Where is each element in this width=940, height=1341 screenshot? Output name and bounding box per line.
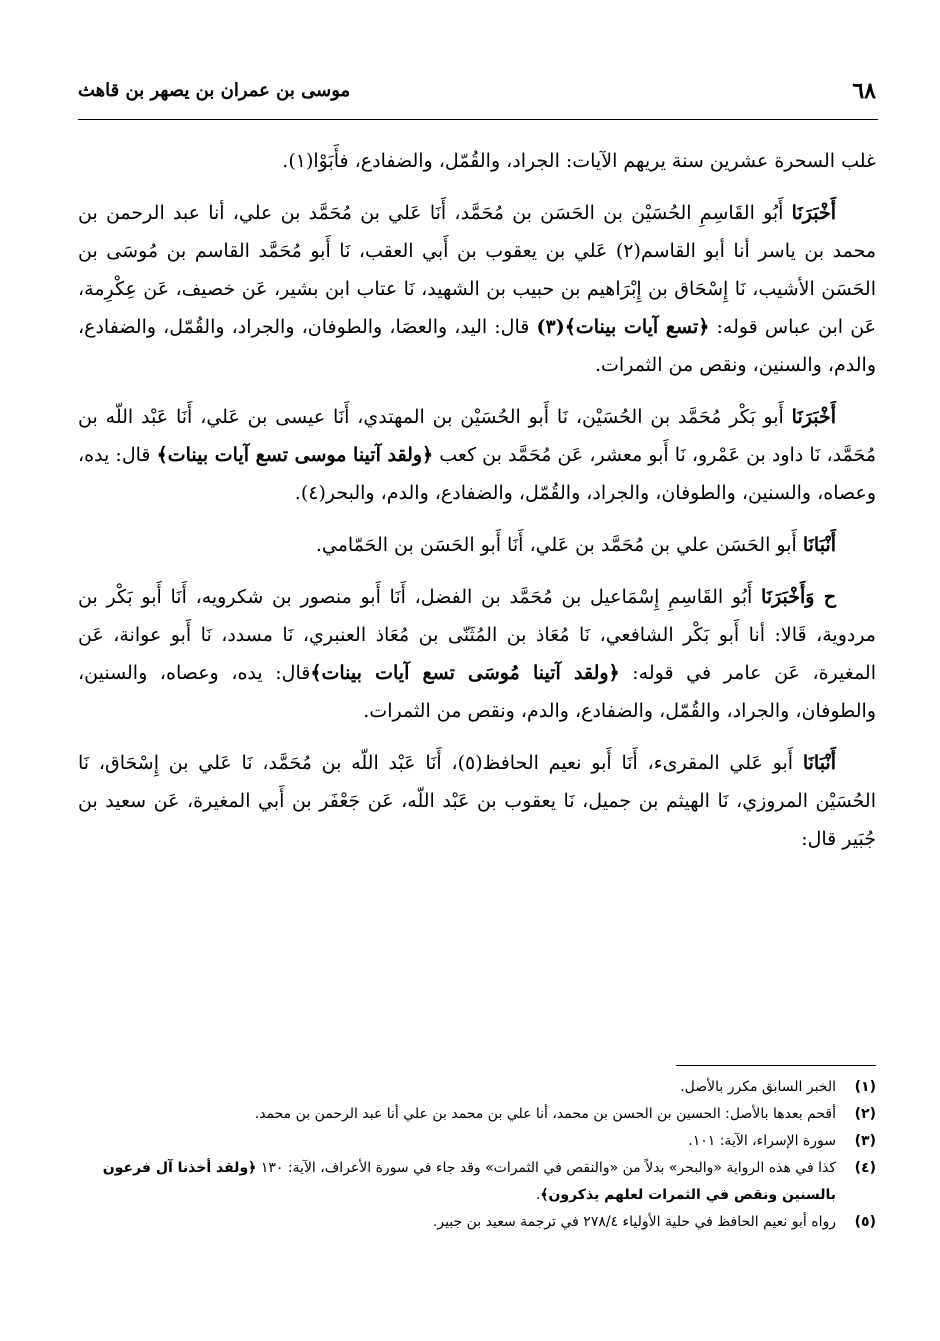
footnotes bbox=[78, 1074, 876, 1236]
quran-quote: ﴿ولقد آتينا مُوسَى تسع آيات بينات﴾ bbox=[310, 662, 620, 684]
paragraph-lead: أَنْبَانَا bbox=[802, 752, 836, 774]
paragraph-3 bbox=[78, 398, 876, 512]
footnote-text: أقحم بعدها بالأصل: الحسين بن الحسن بن محمد، أنا علي بن محمد بن علي أنا عبد الرحمن بن محمد. bbox=[254, 1106, 836, 1122]
paragraph-4 bbox=[78, 526, 876, 564]
footnote-4 bbox=[78, 1155, 876, 1209]
page-number: ٦٨ bbox=[852, 78, 876, 104]
paragraph-lead: أَنْبَانَا bbox=[802, 534, 836, 556]
paragraph-text: أَبو بَكْر مُحَمَّد بن الحُسَيْن، نَا أَبو الحُسَيْن بن المهتدي، أَنَا عيسى بن عَلي، أَنَا عَبْد اللّه بن مُحَمَّد، نَا داود بن عَمْرو، نَا أَبو معشر، عَن مُحَمَّد بن كعب bbox=[78, 406, 877, 466]
footnote-text: الخبر السابق مكرر بالأصل. bbox=[680, 1079, 836, 1095]
paragraph-text: غلب السحرة عشرين سنة يريهم الآيات: الجراد، والقُمّل، والضفادع، فأَبَوْا(١). bbox=[282, 150, 876, 172]
paragraph-text: أَبُو القَاسِمِ الحُسَيْن بن الحَسَن بن مُحَمَّد، أَنَا عَلي بن مُحَمَّد بن علي، أنا عبد الرحمن بن محمد بن ياسر أنا أبو القاسم(٢) عَلي بن يعقوب بن أَبي العقب، نَا أَبو مُحَمَّد القاسم بن مُوسَى بن الحَسَن الأشيب، نَا إِسْحَاق بن إِبْرَاهيم بن حبيب بن الشهيد، نَا عتاب ابن بشير، عَن خصيف، عَن عِكْرِمة، عَن ابن عباس قوله: bbox=[78, 202, 877, 338]
footnote-text-after: . bbox=[535, 1187, 541, 1203]
paragraph-5 bbox=[78, 578, 876, 730]
footnote-number: (٢) bbox=[854, 1106, 876, 1122]
paragraph-6 bbox=[78, 744, 876, 858]
paragraph-text: أَبو عَلي المقرىء، أَنَا أَبو نعيم الحافظ(٥)، أَنَا عَبْد اللّه بن مُحَمَّد، نَا عَلي بن إِسْحَاق، نَا الحُسَيْن المروزي، نَا الهيثم بن جميل، نَا يعقوب بن عَبْد اللّه، عَن جَعْفَر بن أَبي المغيرة، عَن سعيد بن جُبَير قال: bbox=[78, 752, 876, 850]
paragraph-lead: أَخْبَرَنَا bbox=[791, 406, 836, 428]
footnote-divider bbox=[676, 1065, 876, 1066]
footnote-number: (٤) bbox=[854, 1160, 876, 1176]
footnote-2 bbox=[78, 1101, 876, 1128]
paragraph-1 bbox=[78, 142, 876, 180]
footnote-text: كذا في هذه الرواية «والبحر» بدلاً من «والنقص في الثمرات» وقد جاء في سورة الأعراف، الآية: ١٣٠ bbox=[256, 1160, 836, 1176]
footnote-number: (٥) bbox=[854, 1214, 876, 1230]
page-header bbox=[78, 76, 876, 116]
paragraph-2 bbox=[78, 194, 876, 384]
running-title: موسى بن عمران بن يصهر بن قاهث bbox=[78, 80, 351, 101]
paragraph-text: أَبُو القَاسِمِ إِسْمَاعيل بن مُحَمَّد بن الفضل، أَنَا أَبو منصور بن شكرويه، أَنَا أَبو بَكْر بن مردوية، قَالا: أنا أَبو بَكْر الشافعي، نَا مُعَاذ بن المُثَنّى بن مُعَاذ العنبري، نَا مسدد، نَا أَبو عوانة، عَن المغيرة، عَن عامر في قوله: bbox=[78, 586, 876, 684]
footnote-text: رواه أبو نعيم الحافظ في حلية الأولياء ٢٧٨/٤ في ترجمة سعيد بن جبير. bbox=[432, 1214, 836, 1230]
footnote-number: (١) bbox=[854, 1079, 876, 1095]
footnote-quran-quote: ﴿ولقد أخذنا آل فرعون بالسنين ونقص في الثمرات لعلهم يذكرون﴾ bbox=[102, 1160, 836, 1203]
quran-quote: ﴿ولقد آتينا موسى تسع آيات بينات﴾ bbox=[156, 444, 434, 466]
quran-quote: ﴿تسع آيات بينات﴾(٣) bbox=[536, 316, 710, 338]
footnote-5 bbox=[78, 1209, 876, 1236]
footnote-number: (٣) bbox=[854, 1133, 876, 1149]
paragraph-text: أَبو الحَسَن علي بن مُحَمَّد بن عَلي، أَنَا أَبو الحَسَن بن الحَمّامي. bbox=[315, 534, 803, 556]
footnote-3 bbox=[78, 1128, 876, 1155]
paragraph-text-after: قال: يده، وعصاه، والسنين، والطوفان، والجراد، والقُمّل، والضفادع، والدم، ونقص من الثمرات. bbox=[78, 662, 876, 722]
paragraph-lead: ح وَأَخْبَرَنَا bbox=[760, 586, 837, 608]
paragraph-lead: أَخْبَرَنَا bbox=[791, 202, 836, 224]
header-divider bbox=[78, 119, 878, 120]
paragraph-text-after: قال: اليد، والعصَا، والطوفان، والجراد، والقُمّل، والضفادع، والدم، والسنين، ونقص من الثمرات. bbox=[78, 316, 876, 376]
paragraph-text-after: قال: يده، وعصاه، والسنين، والطوفان، والجراد، والقُمّل، والضفادع، والدم، والبحر(٤). bbox=[78, 444, 876, 504]
main-text bbox=[78, 142, 876, 858]
footnote-text-wrap bbox=[78, 1155, 836, 1209]
footnote-text: سورة الإسراء، الآية: ١٠١. bbox=[688, 1133, 836, 1149]
footnote-1 bbox=[78, 1074, 876, 1101]
